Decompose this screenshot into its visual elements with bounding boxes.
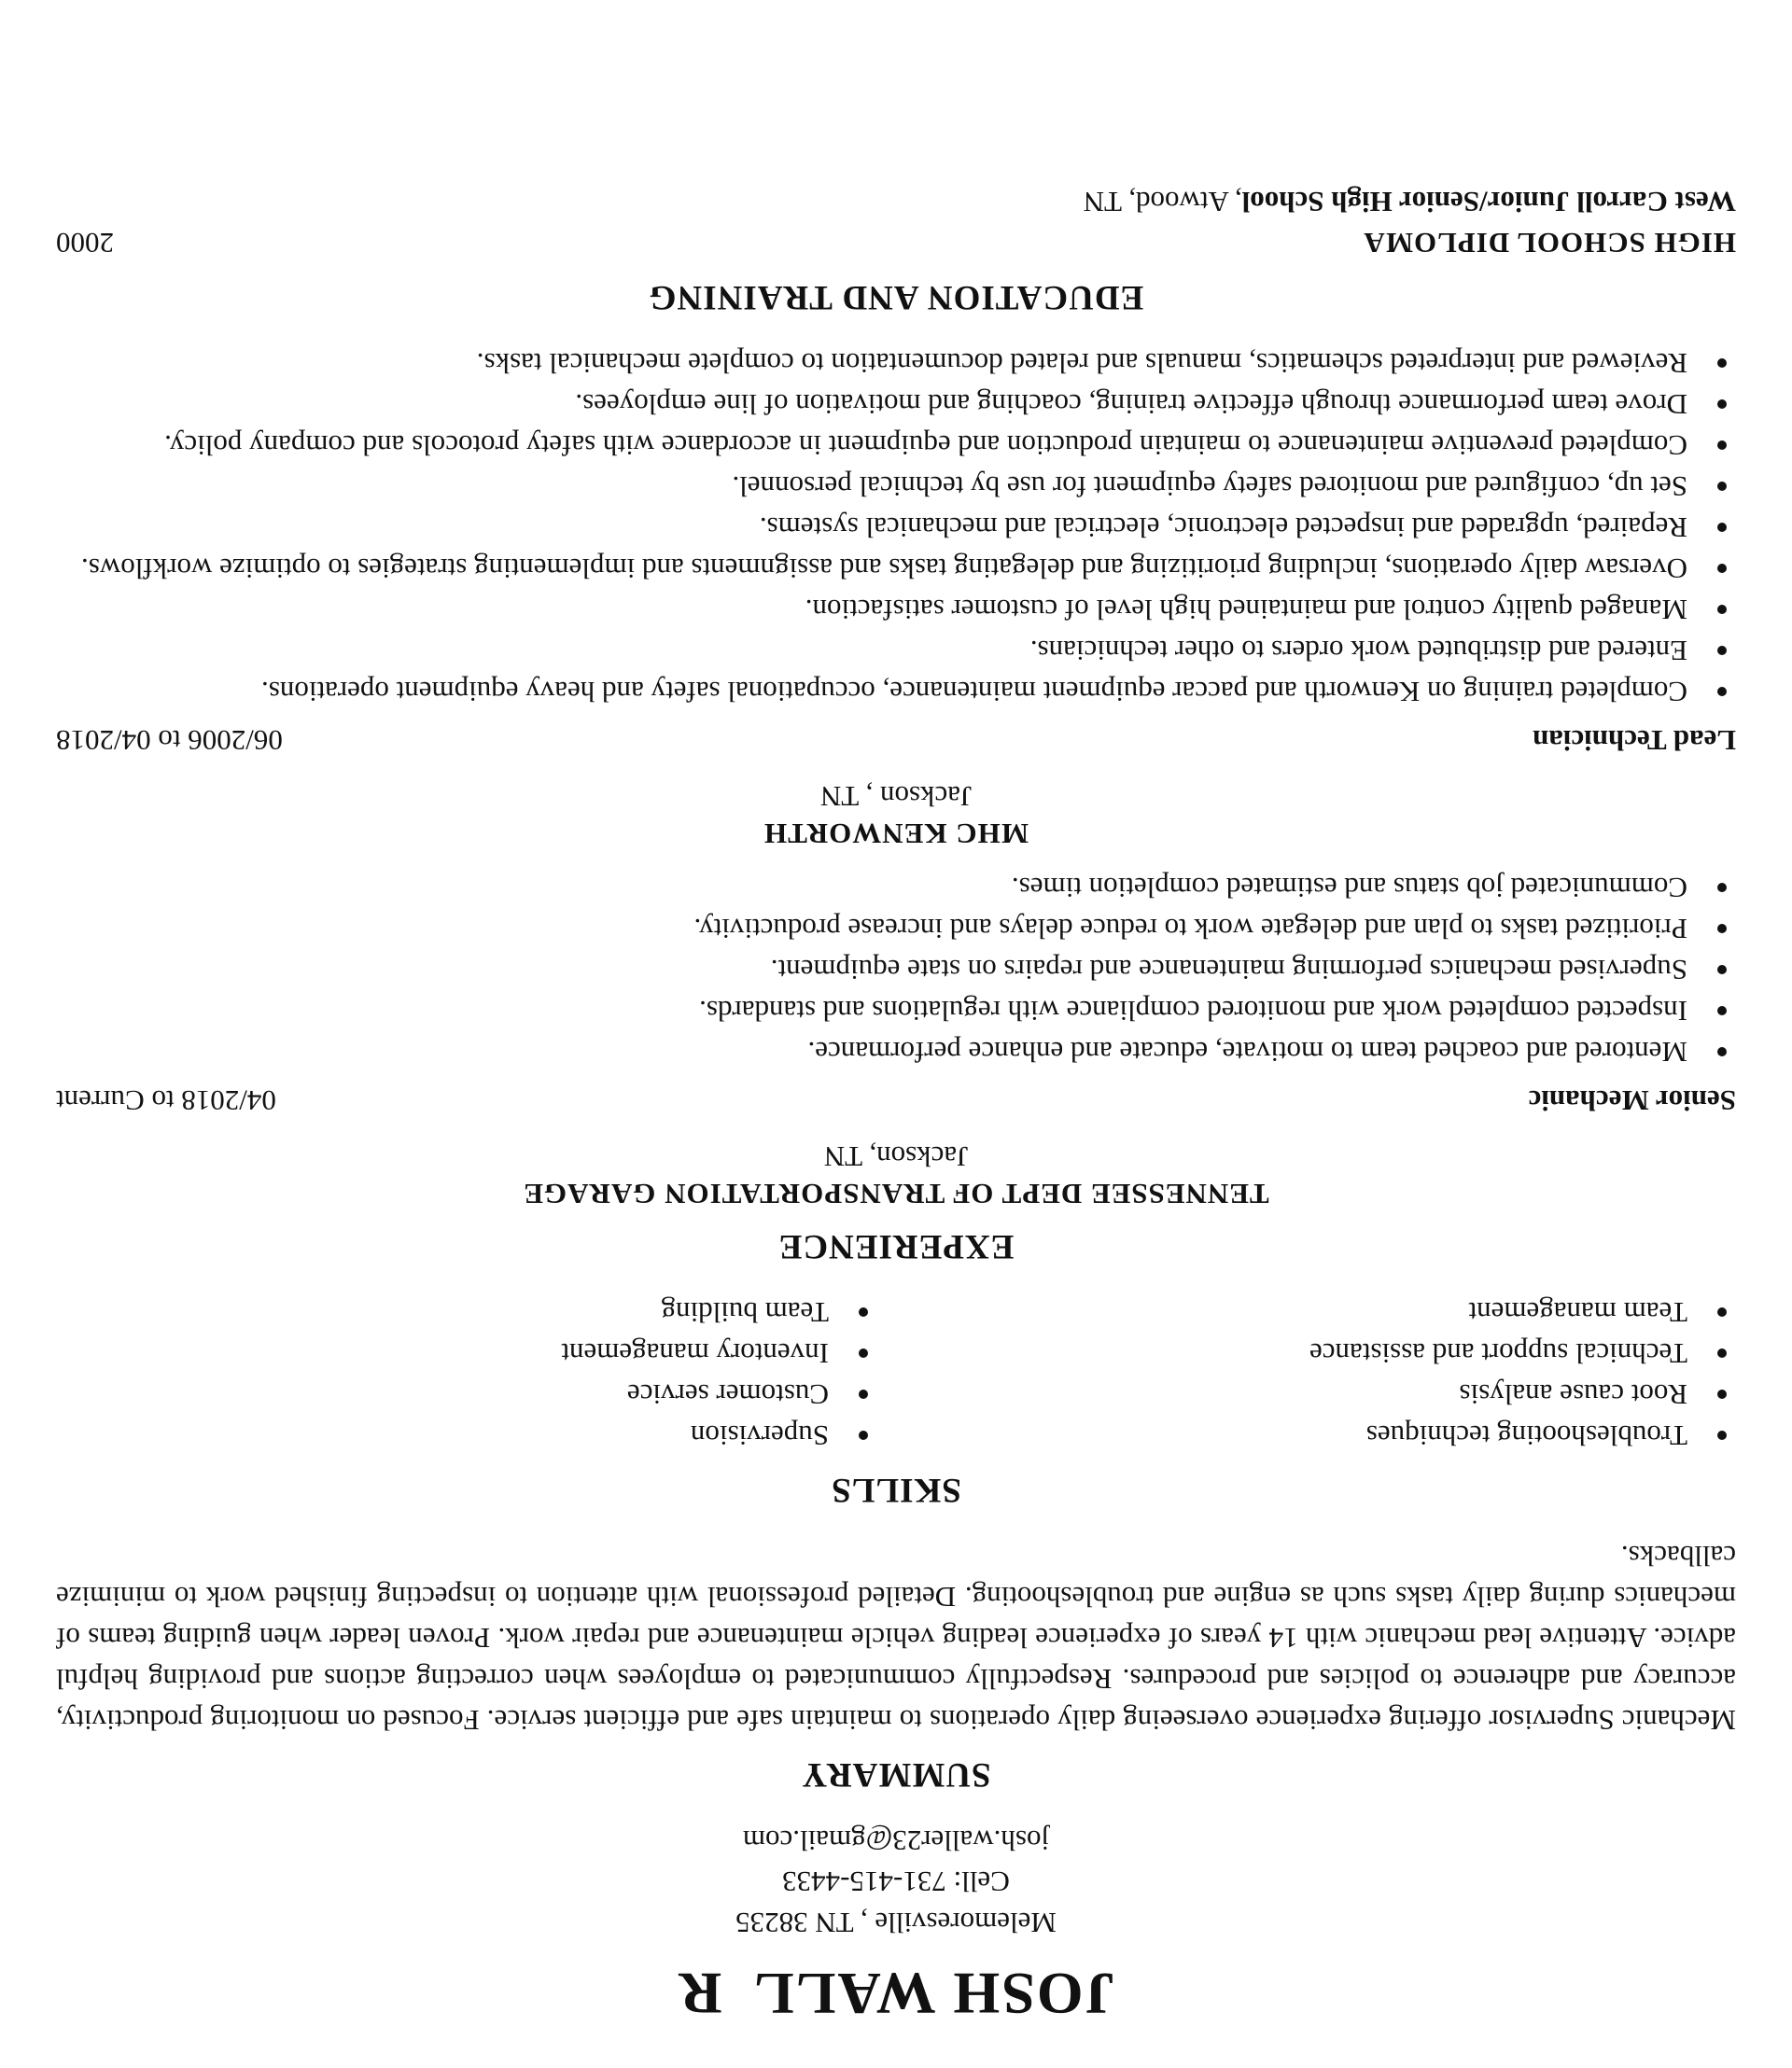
skill-item: Root cause analysis xyxy=(915,1374,1736,1415)
job-bullet: Completed training on Kenworth and paccar equipment maintenance, occupational safety and heavy equipment operations. xyxy=(56,671,1736,712)
job-bullet: Managed quality control and maintained high level of customer satisfaction. xyxy=(56,589,1736,630)
education-row xyxy=(56,222,1736,263)
skills-heading: SKILLS xyxy=(831,1471,961,1509)
job-title-row xyxy=(56,720,1736,761)
experience-heading: EXPERIENCE xyxy=(777,1227,1015,1265)
job-bullet: Communicated job status and estimated completion times. xyxy=(56,867,1736,908)
job-bullet: Oversaw daily operations, including prioritizing and delegating tasks and assignments and implementing strategies to optimize workflows. xyxy=(56,548,1736,589)
candidate-name: JOSH WALL R xyxy=(677,1961,1115,2027)
job-dates: 04/2018 to Current xyxy=(56,1084,276,1117)
job-location: Jackson , TN xyxy=(819,780,973,813)
job-bullet: Repaired, upgraded and inspected electronic, electrical and mechanical systems. xyxy=(56,507,1736,548)
job-bullet: Supervised mechanics performing maintenance and repairs on state equipment. xyxy=(56,949,1736,990)
job-employer: MHC KENWORTH xyxy=(763,817,1029,850)
job-bullets xyxy=(56,342,1736,712)
education-school-line xyxy=(56,181,1736,222)
education-year: 2000 xyxy=(56,227,114,259)
contact-phone: Cell: 731-415-4433 xyxy=(782,1865,1010,1898)
job-bullet: Inspected completed work and monitored compliance with regulations and standards. xyxy=(56,990,1736,1031)
contact-email[interactable]: josh.waller23@gmail.com xyxy=(742,1824,1050,1857)
education-degree: HIGH SCHOOL DIPLOMA xyxy=(1363,227,1736,259)
job-bullet: Entered and distributed work orders to other technicians. xyxy=(56,630,1736,671)
skill-item: Supervision xyxy=(56,1415,877,1456)
skills-list xyxy=(56,1292,1736,1456)
education-school: West Carroll Junior/Senior High School xyxy=(1241,186,1736,218)
job-bullets xyxy=(56,867,1736,1072)
skill-item: Inventory management xyxy=(56,1333,877,1374)
job-title: Lead Technician xyxy=(1533,724,1736,757)
skill-item: Technical support and assistance xyxy=(915,1333,1736,1374)
job-bullet: Set up, configured and monitored safety equipment for use by technical personnel. xyxy=(56,466,1736,507)
job-bullet: Mentored and coached team to motivate, educate and enhance performance. xyxy=(56,1031,1736,1072)
skill-item: Team management xyxy=(915,1292,1736,1333)
skill-item: Troubleshooting techniques xyxy=(915,1415,1736,1456)
job-title: Senior Mechanic xyxy=(1528,1084,1736,1117)
education-heading: EDUCATION AND TRAINING xyxy=(648,278,1144,316)
job-bullet: Reviewed and interpreted schematics, manuals and related documentation to complete mechanical tasks. xyxy=(56,342,1736,384)
summary-heading: SUMMARY xyxy=(801,1755,991,1794)
summary-text: Mechanic Supervisor offering experience overseeing daily operations to maintain safe and efficient service. Focused on monitoring productivity, accuracy and adherence to policies and procedures. Respectfully communicated to employees when correcting actions and providing helpful advice. Attentive lead mechanic with 14 years of experience leading vehicle maintenance and repair work. Proven leader when guiding teams of mechanics during daily tasks such as engine and troubleshooting. Detailed professional with attention to inspecting finished work to minimize callbacks. xyxy=(56,1540,1736,1737)
job-title-row xyxy=(56,1080,1736,1121)
job-entry xyxy=(56,867,1736,1212)
job-bullet: Drove team performance through effective training, coaching and motivation of line employees. xyxy=(56,384,1736,425)
job-dates: 06/2006 to 04/2018 xyxy=(56,724,283,757)
skill-item: Team building xyxy=(56,1292,877,1333)
job-location: Jackson, TN xyxy=(823,1140,969,1173)
job-bullet: Prioritized tasks to plan and delegate work to reduce delays and increase productivity. xyxy=(56,908,1736,949)
skill-item: Customer service xyxy=(56,1374,877,1415)
job-entry xyxy=(56,342,1736,852)
job-bullet: Completed preventive maintenance to maintain production and equipment in accordance with safety protocols and company policy. xyxy=(56,425,1736,466)
job-employer: TENNESSEE DEPT OF TRANSPORTATION GARAGE xyxy=(523,1178,1269,1210)
education-school-location: , Atwood, TN xyxy=(1083,186,1242,218)
contact-address: Melemoresville , TN 38235 xyxy=(735,1907,1057,1939)
